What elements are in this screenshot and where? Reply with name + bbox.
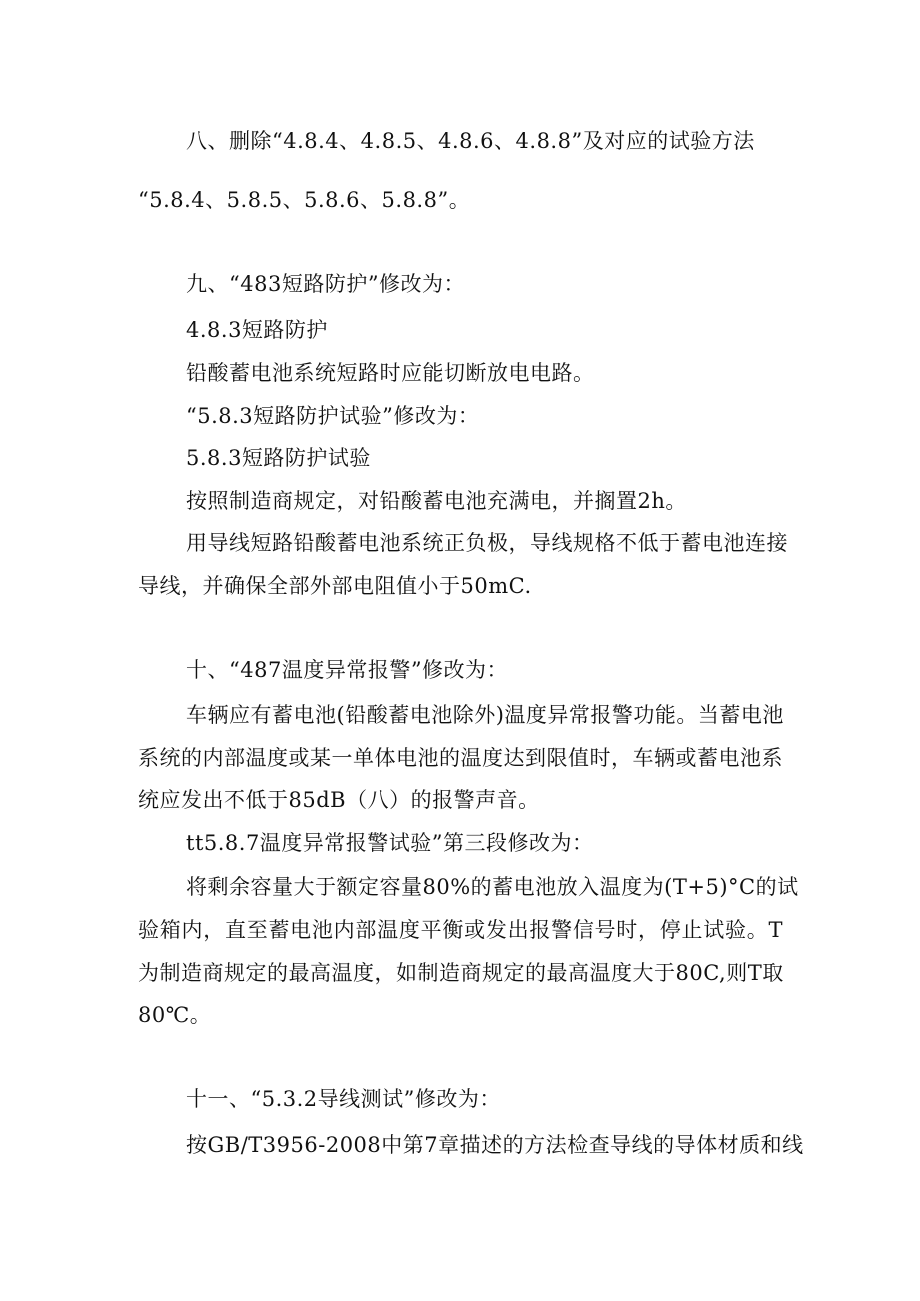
clause-title: 4.8.3短路防护 xyxy=(186,318,328,342)
section-eight-heading: 八、删除“4.8.4、4.8.5、4.8.6、4.8.8”及对应的试验方法 xyxy=(186,129,755,153)
paragraph-line: 导线，并确保全部外部电阻值小于50mC. xyxy=(138,574,532,598)
paragraph-line: 为制造商规定的最高温度，如制造商规定的最高温度大于80C,则T取 xyxy=(138,961,784,985)
paragraph-line: 80℃。 xyxy=(138,1003,212,1027)
section-eight-heading-continued: “5.8.4、5.8.5、5.8.6、5.8.8”。 xyxy=(138,188,471,212)
paragraph-line: 用导线短路铅酸蓄电池系统正负极，导线规格不低于蓄电池连接 xyxy=(186,531,788,555)
subheading: tt5.8.7温度异常报警试验”第三段修改为： xyxy=(186,831,594,855)
paragraph-line: 按GB/T3956-2008中第7章描述的方法检查导线的导体材质和线 xyxy=(186,1133,804,1157)
paragraph-line: 系统的内部温度或某一单体电池的温度达到限值时，车辆或蓄电池系 xyxy=(138,746,783,770)
paragraph-line: 铅酸蓄电池系统短路时应能切断放电电路。 xyxy=(186,361,595,385)
section-ten-heading: 十、“487温度异常报警”修改为： xyxy=(186,658,509,682)
paragraph-line: 按照制造商规定，对铅酸蓄电池充满电，并搁置2h。 xyxy=(186,489,687,513)
clause-title: 5.8.3短路防护试验 xyxy=(186,446,371,470)
subheading: “5.8.3短路防护试验”修改为： xyxy=(186,404,480,428)
section-nine-heading: 九、“483短路防护”修改为： xyxy=(186,272,466,296)
paragraph-line: 车辆应有蓄电池(铅酸蓄电池除外)温度异常报警功能。当蓄电池 xyxy=(186,703,784,727)
paragraph-line: 统应发出不低于85dB（八）的报警声音。 xyxy=(138,788,540,812)
paragraph-line: 将剩余容量大于额定容量80%的蓄电池放入温度为(T+5)°C的试 xyxy=(186,875,799,899)
paragraph-line: 验箱内，直至蓄电池内部温度平衡或发出报警信号时，停止试验。T xyxy=(138,918,783,942)
section-eleven-heading: 十一、“5.3.2导线测试”修改为： xyxy=(186,1087,501,1111)
